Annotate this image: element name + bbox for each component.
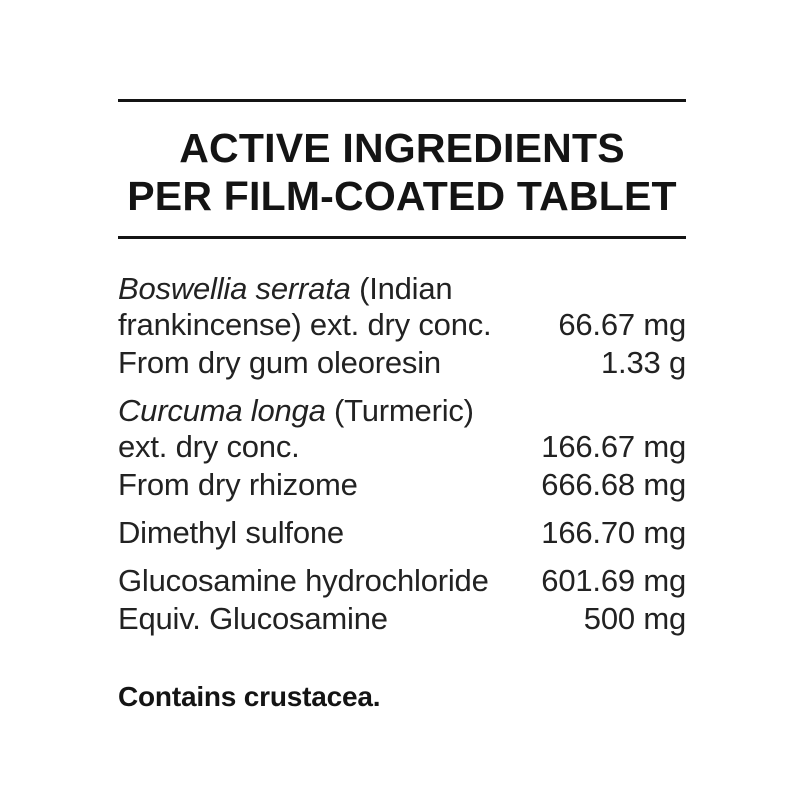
subrow-amount: 1.33 g <box>601 345 686 380</box>
ingredient-subrow <box>118 345 686 381</box>
ingredient-row <box>118 563 686 599</box>
ingredient-amount: 601.69 mg <box>541 563 686 598</box>
ingredient-block-boswellia <box>118 271 686 381</box>
ingredient-block-curcuma <box>118 393 686 503</box>
latin-name: Curcuma longa <box>118 393 326 428</box>
subrow-label: From dry rhizome <box>118 467 358 502</box>
ingredient-subrow <box>118 467 686 503</box>
allergen-note: Contains crustacea. <box>118 681 381 712</box>
subrow-label: Equiv. Glucosamine <box>118 601 388 636</box>
name-line1-rest: (Turmeric) <box>325 393 474 428</box>
ingredient-row <box>118 515 686 551</box>
ingredient-block-glucosamine <box>118 563 686 637</box>
top-rule <box>118 99 686 102</box>
ingredient-block-dimethyl-sulfone <box>118 515 686 551</box>
ingredient-amount: 166.67 mg <box>541 429 686 464</box>
subrow-amount: 500 mg <box>583 601 686 636</box>
ingredient-name: Glucosamine hydrochloride <box>118 563 489 598</box>
ingredient-row <box>118 271 686 343</box>
ingredient-row <box>118 393 686 465</box>
name-line2: frankincense) ext. dry conc. <box>118 307 492 342</box>
header-bottom-rule <box>118 236 686 239</box>
ingredient-name <box>118 271 491 343</box>
ingredient-name <box>118 393 474 465</box>
ingredient-amount: 66.67 mg <box>558 307 686 342</box>
ingredient-name: Dimethyl sulfone <box>118 515 344 550</box>
name-line1-rest: (Indian <box>350 271 453 306</box>
name-line2: ext. dry conc. <box>118 429 300 464</box>
panel-title-line2: PER FILM-COATED TABLET <box>127 173 677 219</box>
panel-title <box>118 124 686 220</box>
ingredient-list <box>118 271 686 637</box>
ingredient-subrow <box>118 601 686 637</box>
latin-name: Boswellia serrata <box>118 271 351 306</box>
ingredient-amount: 166.70 mg <box>541 515 686 550</box>
supplement-ingredients-panel <box>118 99 686 713</box>
subrow-amount: 666.68 mg <box>541 467 686 502</box>
panel-title-line1: ACTIVE INGREDIENTS <box>179 125 625 171</box>
subrow-label: From dry gum oleoresin <box>118 345 441 380</box>
